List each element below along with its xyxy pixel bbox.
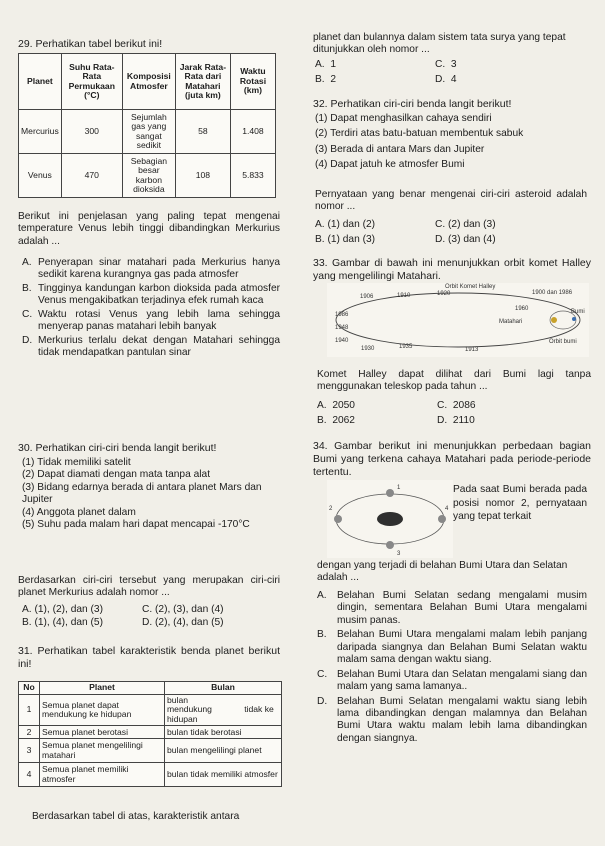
position-label: 1 [397,485,401,491]
option-text: Belahan Bumi Utara mengalami malam lebih panjang daripada siangnya dan Belahan Bumi Selatan waktu malam sama dengan waktu siang. [337,629,587,666]
list-item: (5) Suhu pada malam hari dapat mencapai -170°C [22,519,250,531]
year-label: 1930 [361,346,375,352]
table-row [19,726,282,739]
option-label: B. [22,282,32,294]
table-cell: Mercurius [19,110,62,154]
option-label: B. [317,629,327,641]
option-label: B. [315,74,325,85]
year-label: 1906 [360,294,374,300]
option-label: B. [22,617,32,628]
option-label: C. [317,668,328,680]
q29-table [18,53,276,198]
option-label: A. [22,257,32,268]
q33-option-d[interactable] [437,415,475,427]
option-text: (3) dan (4) [448,234,496,245]
table-cell: bulan mengelilingi planet [165,739,282,763]
earth-orbit-label: Orbit bumi [549,339,577,345]
q29-option-c[interactable] [22,309,280,334]
q30-option-a[interactable] [22,604,142,616]
table-cell: Semua planet dapat mendukung ke hidupan [40,695,165,726]
q29-header-planet: Planet [19,54,62,110]
list-item: (3) Bidang edarnya berada di antara planet Mars dan Jupiter [22,481,262,506]
position-label: 2 [329,506,333,512]
q33-option-b[interactable] [317,415,437,427]
option-text: Belahan Bumi Selatan sedang mengalami musim dingin, sementara Belahan Bumi Utara mengalami musim panas. [337,590,587,626]
q32-options-row2 [315,234,496,246]
earth-icon [572,317,576,321]
option-label: C. [142,604,153,615]
q34-title: 34. Gambar berikut ini menunjukkan perbedaan bagian Bumi yang terkena cahaya Matahari pada periode-periode tertentu. [313,440,591,478]
table-cell: 2 [19,726,40,739]
earth-icon [334,515,342,523]
q32-option-c[interactable] [435,219,496,231]
q33-option-a[interactable] [317,400,437,412]
list-item: (1) Dapat menghasilkan cahaya sendiri [315,113,492,124]
table-cell: 300 [61,110,122,154]
table-cell: Sejumlah gas yang sangat sedikit [122,110,175,154]
q31-header-bulan: Bulan [165,682,282,695]
q31-option-c[interactable] [435,59,457,71]
table-row [19,763,282,787]
year-label: 1960 [515,306,529,312]
list-item: (1) Tidak memiliki satelit [22,457,131,468]
list-item: (4) Anggota planet dalam [22,506,136,518]
q31-stem: Berdasarkan tabel di atas, karakteristik antara [32,811,240,822]
table-cell: Semua planet memiliki atmosfer [40,763,165,787]
table-cell: bulan tidak berotasi [165,726,282,739]
sun-icon [377,512,403,526]
option-label: C. [435,219,446,230]
q33-options-row1 [317,400,476,412]
option-label: C. [437,400,448,411]
earth-season-diagram [327,480,453,558]
q31-header-no: No [19,682,40,695]
option-text: 2086 [452,400,476,411]
option-label: D. [22,334,33,346]
option-text: (2), (3), dan (4) [155,604,224,615]
option-text: 2062 [332,415,355,426]
q31-table [18,681,282,787]
option-text: (1) dan (3) [327,234,376,245]
option-text: Penyerapan sinar matahari pada Merkurius hanya sedikit karena kurangnya gas pada atmosfer [38,257,280,281]
option-label: A. [317,590,327,601]
option-text: Waktu rotasi Venus yang lebih lama sehingga menyerap panas matahari lebih banyak [38,308,280,333]
q31-title: 31. Perhatikan tabel karakteristik benda planet berikut ini! [18,645,280,670]
q34-option-d[interactable] [317,696,587,746]
q34-side-text: Pada saat Bumi berada pada posisi nomor 2, pernyataan yang tepat terkait [453,484,587,523]
q30-title: 30. Perhatikan ciri-ciri benda langit berikut! [18,442,217,454]
option-text: 2 [330,74,336,85]
table-row [19,739,282,763]
option-text: 2110 [452,415,475,426]
q32-option-a[interactable] [315,219,435,231]
table-cell: Semua planet mengelilingi matahari [40,739,165,763]
q30-options-row2 [22,617,224,629]
table-cell: bulan mendukung hidupan [165,695,238,726]
table-cell: Venus [19,154,62,198]
option-text: Tingginya kandungan karbon dioksida pada atmosfer Venus mengakibatkan terjadinya efek rumah kaca [38,282,280,307]
option-text: Belahan Bumi Utara dan Selatan mengalami siang dan malam yang sama lamanya.. [337,668,587,693]
option-label: D. [317,695,328,707]
year-label: 1940 [335,338,349,344]
year-label: 1986 [335,312,349,318]
table-cell: Semua planet berotasi [40,726,165,739]
q34-option-a[interactable] [317,590,587,627]
option-label: A. [315,59,325,70]
option-text: (1) dan (2) [327,219,376,230]
q29-stem: Berikut ini penjelasan yang paling tepat mengenai temperature Venus lebih tinggi dibandingkan Merkurius adalah ... [18,211,280,247]
option-label: D. [142,617,153,628]
table-cell: bulan tidak memiliki atmosfer [165,763,282,787]
q29-header-jarak: Jarak Rata-Rata dari Matahari (juta km) [175,54,230,110]
q33-stem: Komet Halley dapat dilihat dari Bumi lagi tanpa menggunakan teleskop pada tahun ... [317,369,591,393]
list-item: (3) Berada di antara Mars dan Jupiter [315,143,485,155]
q32-option-d[interactable] [435,234,496,246]
table-cell: 108 [175,154,230,198]
orbit-label: Orbit Komet Halley [445,284,496,290]
earth-label: Bumi [571,309,585,315]
option-text: 3 [450,59,457,70]
q31-option-a[interactable] [315,59,435,71]
q30-option-c[interactable] [142,604,224,616]
table-row [19,154,276,198]
year-label: 1948 [335,325,349,331]
earth-icon [386,489,394,497]
option-label: B. [315,234,325,245]
year-label: 1910 [397,293,411,299]
year-label: 1913 [465,347,479,353]
year-label: 1900 dan 1986 [532,290,573,296]
q29-option-a[interactable] [22,257,280,282]
q29-option-b[interactable] [22,283,280,308]
q30-stem: Berdasarkan ciri-ciri tersebut yang merupakan ciri-ciri planet Merkurius adalah nomor ... [18,575,280,599]
year-label: 1920 [437,291,451,297]
q29-header-komposisi: Komposisi Atmosfer [122,54,175,110]
q31-option-b[interactable] [315,74,435,86]
table-cell: 1 [19,695,40,726]
q31-options-row2 [315,74,457,86]
table-cell: Sebagian besar karbon dioksida [122,154,175,198]
earth-icon [386,541,394,549]
table-cell: tidak ke [237,695,282,726]
q30-options-row1 [22,604,224,616]
q31-continuation: planet dan bulannya dalam sistem tata surya yang tepat ditunjukkan oleh nomor ... [313,32,566,56]
q32-items [315,113,585,172]
table-cell: 470 [61,154,122,198]
option-text: 1 [330,59,336,70]
table-cell: 58 [175,110,230,154]
position-label: 3 [397,551,401,557]
q34-options [317,590,587,745]
q33-title: 33. Gambar di bawah ini menunjukkan orbit komet Halley yang mengelilingi Matahari. [313,257,591,282]
q31-header-planet: Planet [40,682,165,695]
q31-options-row1 [315,59,457,71]
option-label: D. [435,74,446,85]
option-label: B. [317,415,327,426]
q33-options-row2 [317,415,475,427]
option-text: 2050 [332,400,355,411]
option-text: Merkurius terlalu dekat dengan Matahari sehingga tidak mendapatkan pantulan sinar [38,334,280,359]
q29-option-d[interactable] [22,335,280,360]
q29-title: 29. Perhatikan tabel berikut ini! [18,38,163,50]
table-cell: 3 [19,739,40,763]
q32-option-b[interactable] [315,234,435,246]
option-label: D. [435,234,446,245]
list-item: (2) Terdiri atas batu-batuan membentuk sabuk [315,128,524,140]
q29-header-suhu: Suhu Rata-Rata Permukaan (°C) [61,54,122,110]
q30-items [22,457,282,532]
table-row [19,110,276,154]
q31-option-d[interactable] [435,74,457,86]
list-item: (4) Dapat jatuh ke atmosfer Bumi [315,159,465,171]
earth-icon [438,515,446,523]
q33-option-c[interactable] [437,400,476,412]
option-text: 4 [450,74,457,85]
option-text: (1), (2), dan (3) [34,604,103,615]
option-label: C. [435,59,446,70]
option-label: A. [315,219,325,230]
option-label: D. [437,415,448,426]
option-text: (1), (4), dan (5) [34,617,103,628]
q30-option-b[interactable] [22,617,142,629]
sun-label: Matahari [499,319,523,325]
table-cell: 4 [19,763,40,787]
q34-stem: dengan yang terjadi di belahan Bumi Utara dan Selatan adalah ... [317,560,568,584]
q34-option-c[interactable] [317,669,587,694]
list-item: (2) Dapat diamati dengan mata tanpa alat [22,469,211,481]
sun-icon [551,317,557,323]
option-label: A. [22,604,32,615]
q32-stem: Pernyataan yang benar mengenai ciri-ciri asteroid adalah nomor ... [315,189,587,213]
option-text: (2) dan (3) [448,219,496,230]
option-label: C. [22,308,33,320]
q29-options [22,257,280,360]
option-text: (2), (4), dan (5) [155,617,224,628]
q29-header-rotasi: Waktu Rotasi (km) [230,54,275,110]
q32-options-row1 [315,219,496,231]
q30-option-d[interactable] [142,617,224,629]
table-cell: 5.833 [230,154,275,198]
option-text: Belahan Bumi Selatan mengalami waktu siang lebih lama dibandingkan dengan malamnya dan Belahan Bumi Utara waktu malam lebih lama dibandingkan dengan siangnya. [337,695,587,744]
q34-option-b[interactable] [317,629,587,666]
option-label: A. [317,400,327,411]
year-label: 1935 [399,344,413,350]
table-row [19,695,282,726]
position-label: 4 [445,506,449,512]
halley-orbit-diagram [327,283,589,357]
table-cell: 1.408 [230,110,275,154]
q32-title: 32. Perhatikan ciri-ciri benda langit berikut! [313,98,512,110]
